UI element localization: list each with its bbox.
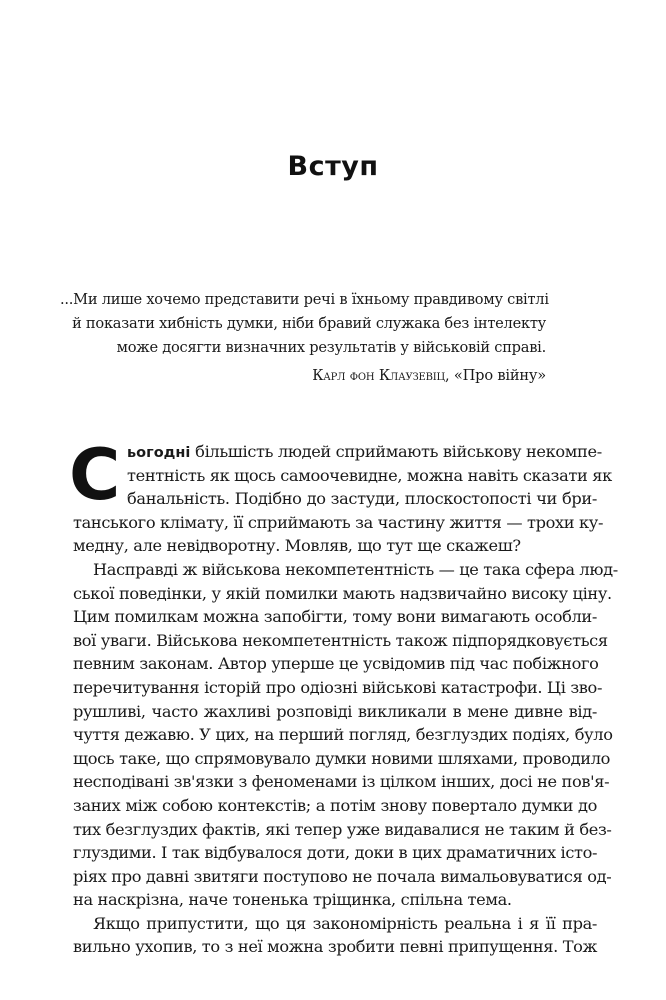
body-line: глуздими. І так відбувалося доти, доки в цих драматичних істо- <box>73 843 598 863</box>
body-line: тентність як щось самоочевидне, можна навіть сказати як <box>127 465 612 485</box>
body-line: медну, але невідворотну. Мовляв, що тут ще скажеш? <box>73 536 521 556</box>
body-line <box>127 440 602 464</box>
body-line: щось таке, що спрямовувало думки новими шляхами, проводило <box>73 748 611 768</box>
body-line: певним законам. Автор уперше це усвідомив під час побіжного <box>73 654 599 674</box>
body-line: вильно ухопив, то з неї можна зробити певні припущення. Тож <box>73 937 598 957</box>
body-line: танського клімату, її сприймають за частину життя — трохи ку- <box>73 512 604 532</box>
epigraph <box>60 288 549 360</box>
body-line: ської поведінки, у якій помилки мають надзвичайно високу ціну. <box>73 583 612 603</box>
epigraph-work: «Про війну» <box>453 367 546 384</box>
epigraph-line: ...Ми лише хочемо представити речі в їхньому правдивому світлі <box>60 291 549 308</box>
body-line: перечитування історій про одіозні військові катастрофи. Ці зво- <box>73 677 603 697</box>
body-text <box>69 434 618 959</box>
body-line: ріях про давні звитяги поступово не почала вимальовуватися од- <box>73 866 612 886</box>
body-line: чуття дежавю. У цих, на перший погляд, безглуздих подіях, було <box>73 725 613 745</box>
body-line: Якщо припустити, що ця закономірність реальна і я її пра- <box>93 913 597 933</box>
body-line: несподівані зв'язки з феноменами із цілком інших, досі не пов'я- <box>73 772 610 792</box>
body-line: Цим помилкам можна запобігти, тому вони вимагають особли- <box>73 607 597 627</box>
body-line: заних між собою контекстів; а потім знову повертало думки до <box>73 795 597 815</box>
body-line: тих безглуздих фактів, які тепер уже видавалися не таким й без- <box>73 819 612 839</box>
drop-cap: С <box>69 434 121 516</box>
chapter-title: Вступ <box>287 151 379 183</box>
epigraph-attribution <box>60 367 546 384</box>
epigraph-line: може досягти визначних результатів у військовій справі. <box>116 339 546 356</box>
body-line: вої уваги. Військова некомпетентність також підпорядковується <box>73 630 608 650</box>
body-line: Насправді ж військова некомпетентність — це така сфера люд- <box>93 559 618 579</box>
body-line: на наскрізна, наче тоненька тріщинка, спільна тема. <box>73 890 512 910</box>
epigraph-line: й показати хибність думки, ніби бравий служака без інтелекту <box>72 315 546 332</box>
body-line: рушливі, часто жахливі розповіді викликали в мене дивне від- <box>73 701 597 721</box>
body-line-text: більшість людей сприймають військову некомпе- <box>190 442 602 461</box>
epigraph-author: Карл фон Клаузевіц, <box>312 367 450 384</box>
lead-word: ьогодні <box>127 445 191 461</box>
body-line: банальність. Подібно до застуди, плоскостопості чи бри- <box>127 489 597 509</box>
